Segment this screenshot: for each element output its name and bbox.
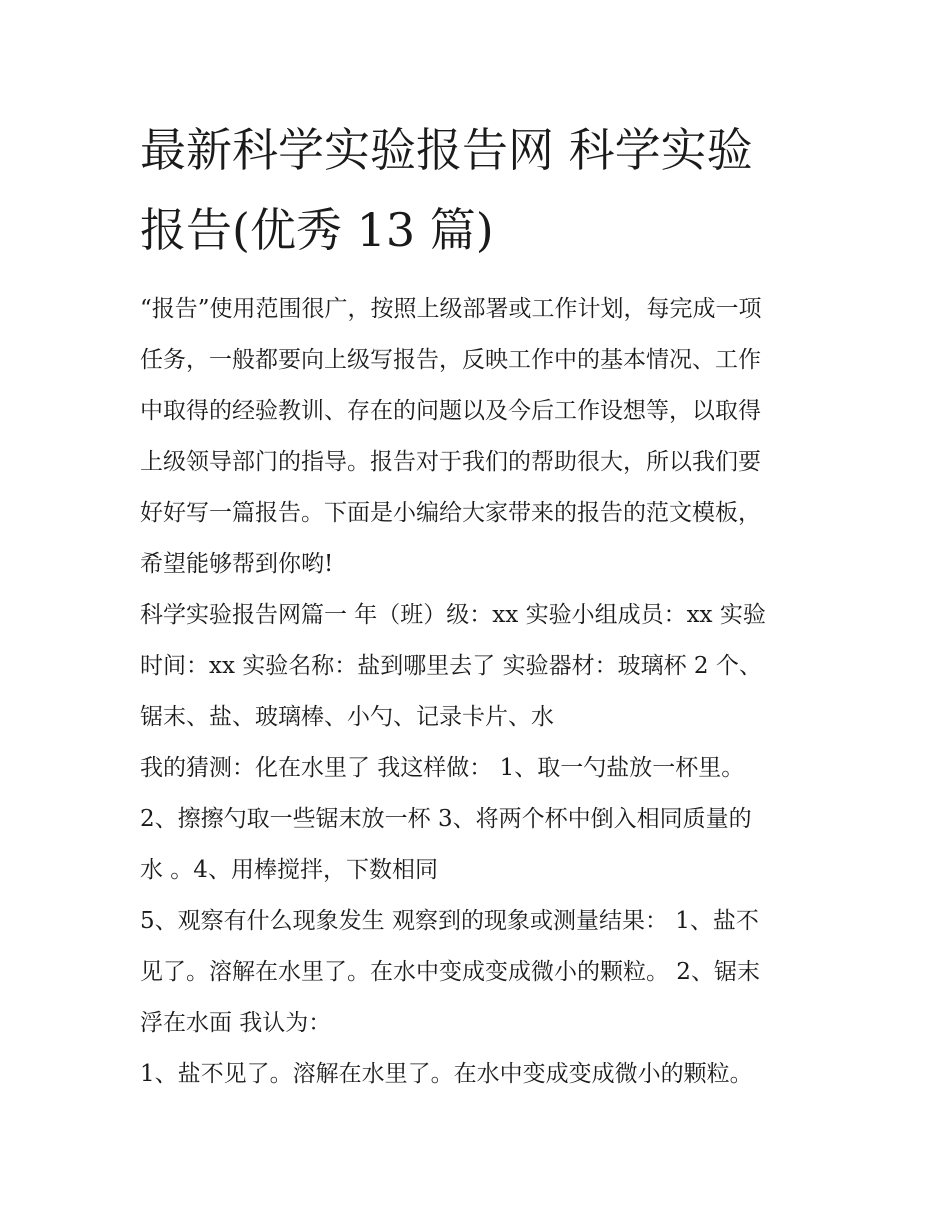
document-body bbox=[140, 284, 820, 1100]
body-line: 任务，一般都要向上级写报告，反映工作中的基本情况、工作 bbox=[140, 347, 761, 373]
body-line: 科学实验报告网篇一 年（班）级：xx 实验小组成员：xx 实验 bbox=[140, 602, 766, 628]
body-line: 锯末、盐、玻璃棒、小勺、记录卡片、水 bbox=[140, 704, 554, 730]
body-line: 见了。溶解在水里了。在水中变成变成微小的颗粒。 2、锯末 bbox=[140, 959, 760, 985]
body-line: 2、擦擦勺取一些锯末放一杯 3、将两个杯中倒入相同质量的 bbox=[140, 806, 752, 832]
body-line: 1、盐不见了。溶解在水里了。在水中变成变成微小的颗粒。 bbox=[140, 1061, 753, 1087]
title-line-1: 最新科学实验报告网 科学实验 bbox=[140, 123, 753, 177]
document-title bbox=[140, 110, 820, 270]
title-line-2: 报告(优秀 13 篇) bbox=[140, 203, 494, 257]
body-line: 好好写一篇报告。下面是小编给大家带来的报告的范文模板， bbox=[140, 500, 761, 526]
body-line: 水 。4、用棒搅拌，下数相同 bbox=[140, 857, 438, 883]
body-line: 时间：xx 实验名称：盐到哪里去了 实验器材：玻璃杯 2 个、 bbox=[140, 653, 762, 679]
body-line: 5、观察有什么现象发生 观察到的现象或测量结果： 1、盐不 bbox=[140, 908, 759, 934]
body-line: “报告”使用范围很广，按照上级部署或工作计划，每完成一项 bbox=[140, 296, 762, 322]
body-line: 上级领导部门的指导。报告对于我们的帮助很大，所以我们要 bbox=[140, 449, 761, 475]
document-page bbox=[140, 110, 820, 1100]
body-line: 我的猜测：化在水里了 我这样做： 1、取一勺盐放一杯里。 bbox=[140, 755, 745, 781]
body-line: 希望能够帮到你哟! bbox=[140, 551, 334, 577]
body-line: 中取得的经验教训、存在的问题以及今后工作设想等，以取得 bbox=[140, 398, 761, 424]
body-line: 浮在水面 我认为： bbox=[140, 1010, 332, 1036]
